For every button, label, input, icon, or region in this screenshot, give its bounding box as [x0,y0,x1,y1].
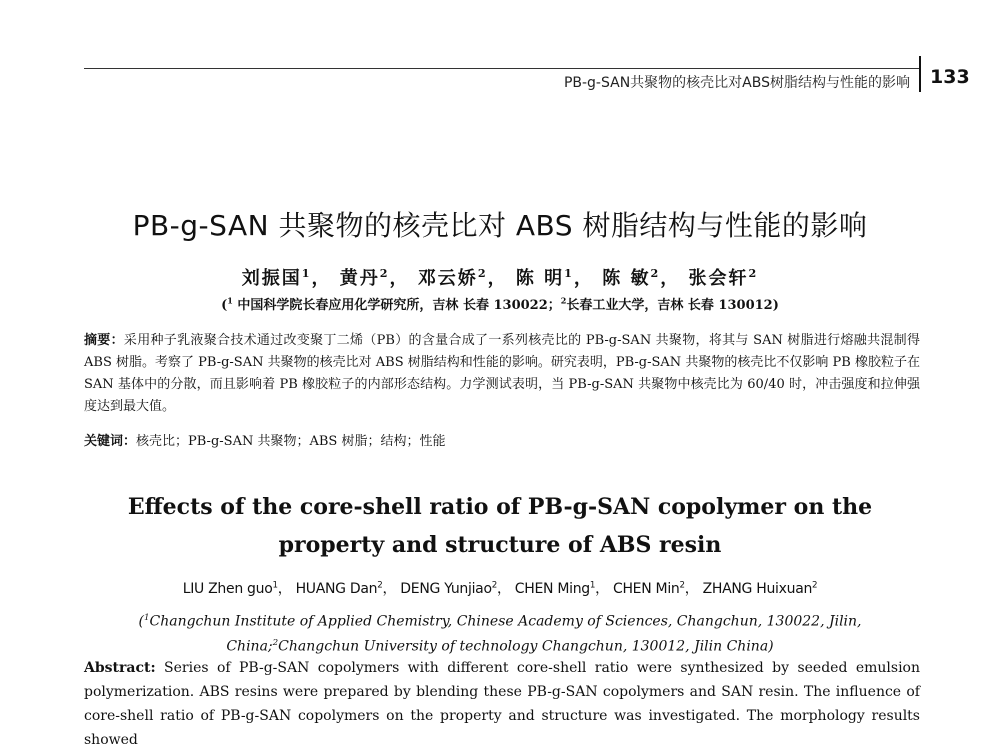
author-cn: 陈 敏 [602,268,651,289]
author-cn-aff: 2 [748,267,759,280]
abstract-text: Series of PB-g-SAN copolymers with different core-shell ratio were synthesized by seeded emulsion polymerization. ABS resins were prepared by blending these PB-g-SAN copolymers and SAN resin. The influence of core-shell ratio of PB-g-SAN copolymers on the property and structure was investigated. The morphology results showed [84,660,920,748]
affil-2: Changchun University of technology Changchun, 130012, Jilin China) [278,638,774,655]
affil-num: 2 [560,295,567,306]
keywords-text: 核壳比；PB-g-SAN 共聚物；ABS 树脂；结构；性能 [136,434,446,449]
author-cn: 邓云娇 [417,268,478,289]
author-cn-sep: ， [573,268,594,289]
author-cn-aff: 2 [477,267,488,280]
author-cn: 张会轩 [688,268,749,289]
abstract-text: 采用种子乳液聚合技术通过改变聚丁二烯（PB）的含量合成了一系列核壳比的 PB-g-SAN 共聚物，将其与 SAN 树脂进行熔融共混制得 ABS 树脂。考察了 PB-g-SAN 共聚物的核壳比对 ABS 树脂结构和性能的影响。研究表明，PB-g-SAN 共聚物的核壳比不仅影响 PB 橡胶粒子在 SAN 基体中的分散，而且影响着 PB 橡胶粒子的内部形态结构。力学测试表明，当 PB-g-SAN 共聚物中核壳比为 60/40 时，冲击强度和拉伸强度达到最大值。 [84,333,920,414]
english-affiliations [70,608,930,657]
author-cn-sep: ， [389,268,410,289]
affil-open: ( [138,613,144,630]
author-en-sep: ， [684,581,699,597]
chinese-abstract [84,330,920,418]
affil-num: 2 [272,637,279,648]
affil-num: 1 [143,613,150,623]
author-en-aff: 2 [491,580,497,591]
running-title: PB-g-SAN共聚物的核壳比对ABS树脂结构与性能的影响 [563,75,910,91]
author-en-aff: 2 [377,580,383,591]
author-en-sep: ， [277,581,292,597]
author-en: CHEN Min [612,581,680,597]
author-en-aff: 2 [812,580,818,591]
author-en: CHEN Ming [514,581,590,597]
page-number: 133 [930,66,970,88]
author-en-sep: ， [382,581,397,597]
affil-1: 中国科学院长春应用化学研究所，吉林 长春 130022； [232,298,561,313]
author-cn-aff: 2 [379,267,390,280]
english-title-line2: property and structure of ABS resin [278,532,722,558]
author-cn-sep: ， [487,268,508,289]
author-cn-aff: 1 [301,267,312,280]
author-cn: 刘振国 [241,268,302,289]
author-cn: 陈 明 [515,268,565,289]
author-cn-sep: ， [311,268,332,289]
affil-num: 1 [227,295,233,306]
author-en-aff: 1 [589,580,596,591]
author-cn-aff: 2 [650,267,661,280]
author-en: HUANG Dan [295,581,378,597]
header-divider [919,56,921,92]
chinese-affiliations [0,294,1000,313]
author-en: ZHANG Huixuan [702,581,813,597]
author-en-sep: ， [496,581,511,597]
chinese-keywords [84,430,920,449]
chinese-authors [0,264,1000,290]
author-en-aff: 2 [679,580,685,591]
affil-1: Changchun Institute of Applied Chemistry, Chinese Academy of Sciences, Changchun, 130022, Jilin, China; [149,613,862,655]
english-title-line1: Effects of the core-shell ratio of PB-g-SAN copolymer on the [127,494,873,520]
author-en: DENG Yunjiao [400,581,492,597]
author-cn: 黄丹 [339,268,380,289]
english-abstract [84,656,920,752]
author-cn-aff: 1 [564,267,574,280]
affil-2: 长春工业大学，吉林 长春 130012) [566,298,779,313]
abstract-label: 摘要： [84,333,124,348]
author-en-sep: ， [595,581,609,597]
author-en: LIU Zhen guo [182,581,273,597]
english-authors [0,578,1000,598]
author-cn-sep: ， [660,268,681,289]
header-rule [84,68,920,69]
affil-open: ( [221,298,228,313]
english-title [0,488,1000,564]
author-en-aff: 1 [272,580,278,591]
chinese-title: PB-g-SAN 共聚物的核壳比对 ABS 树脂结构与性能的影响 [132,209,868,242]
abstract-label: Abstract: [84,660,156,676]
keywords-label: 关键词： [84,434,137,449]
